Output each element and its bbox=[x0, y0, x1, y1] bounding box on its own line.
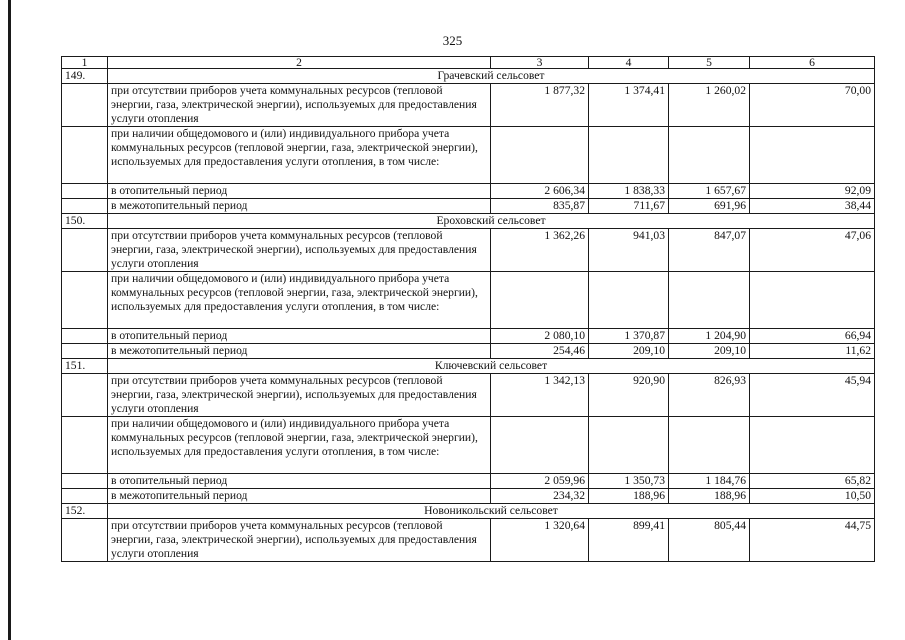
value-cell-c6 bbox=[750, 417, 875, 474]
column-header-4: 4 bbox=[589, 57, 669, 69]
table-row bbox=[62, 489, 875, 504]
value-cell-c4: 941,03 bbox=[589, 229, 669, 272]
table-row bbox=[62, 344, 875, 359]
value-cell-c4: 1 838,33 bbox=[589, 184, 669, 199]
table-body bbox=[62, 57, 875, 562]
row-description: в межотопительный период bbox=[108, 199, 491, 214]
value-cell-c6: 11,62 bbox=[750, 344, 875, 359]
value-cell-c4: 920,90 bbox=[589, 374, 669, 417]
row-index-cell bbox=[62, 417, 108, 474]
table-row bbox=[62, 199, 875, 214]
row-index-cell bbox=[62, 272, 108, 329]
value-cell-c5: 209,10 bbox=[669, 344, 750, 359]
value-cell-c3: 2 080,10 bbox=[491, 329, 589, 344]
value-cell-c5: 1 657,67 bbox=[669, 184, 750, 199]
row-description: при наличии общедомового и (или) индивидуального прибора учета коммунальных ресурсов (тепловой энергии, газа, электрической энергии), используемых для предоставления услуги отопления, в том числе: bbox=[108, 417, 491, 474]
section-name: Ероховский сельсовет bbox=[108, 214, 875, 229]
section-name: Ключевский сельсовет bbox=[108, 359, 875, 374]
value-cell-c3 bbox=[491, 272, 589, 329]
value-cell-c6: 38,44 bbox=[750, 199, 875, 214]
row-description: при отсутствии приборов учета коммунальных ресурсов (тепловой энергии, газа, электрической энергии), используемых для предоставления услуги отопления bbox=[108, 84, 491, 127]
table-row bbox=[62, 329, 875, 344]
page-number: 325 bbox=[442, 33, 463, 48]
value-cell-c4 bbox=[589, 272, 669, 329]
row-index-cell bbox=[62, 489, 108, 504]
value-cell-c3: 234,32 bbox=[491, 489, 589, 504]
value-cell-c3: 1 877,32 bbox=[491, 84, 589, 127]
row-index-cell bbox=[62, 329, 108, 344]
value-cell-c4: 1 350,73 bbox=[589, 474, 669, 489]
column-number-row bbox=[62, 57, 875, 69]
table-row bbox=[62, 184, 875, 199]
row-index-cell bbox=[62, 474, 108, 489]
row-description: в отопительный период bbox=[108, 474, 491, 489]
section-number: 149. bbox=[62, 69, 108, 84]
value-cell-c6: 45,94 bbox=[750, 374, 875, 417]
value-cell-c3: 1 342,13 bbox=[491, 374, 589, 417]
value-cell-c6: 66,94 bbox=[750, 329, 875, 344]
section-header-row bbox=[62, 359, 875, 374]
value-cell-c5: 826,93 bbox=[669, 374, 750, 417]
column-header-6: 6 bbox=[750, 57, 875, 69]
section-name: Новоникольский сельсовет bbox=[108, 504, 875, 519]
value-cell-c5 bbox=[669, 417, 750, 474]
row-description: при наличии общедомового и (или) индивидуального прибора учета коммунальных ресурсов (тепловой энергии, газа, электрической энергии), используемых для предоставления услуги отопления, в том числе: bbox=[108, 127, 491, 184]
section-number: 152. bbox=[62, 504, 108, 519]
section-name: Грачевский сельсовет bbox=[108, 69, 875, 84]
column-header-5: 5 bbox=[669, 57, 750, 69]
column-header-2: 2 bbox=[108, 57, 491, 69]
row-index-cell bbox=[62, 374, 108, 417]
row-description: при отсутствии приборов учета коммунальных ресурсов (тепловой энергии, газа, электрической энергии), используемых для предоставления услуги отопления bbox=[108, 374, 491, 417]
row-index-cell bbox=[62, 519, 108, 562]
value-cell-c3: 1 362,26 bbox=[491, 229, 589, 272]
table-row bbox=[62, 417, 875, 474]
row-description: в отопительный период bbox=[108, 184, 491, 199]
row-index-cell bbox=[62, 199, 108, 214]
row-description: в отопительный период bbox=[108, 329, 491, 344]
row-index-cell bbox=[62, 344, 108, 359]
value-cell-c5 bbox=[669, 127, 750, 184]
table-row bbox=[62, 84, 875, 127]
table-row bbox=[62, 519, 875, 562]
row-description: в межотопительный период bbox=[108, 489, 491, 504]
value-cell-c3: 2 059,96 bbox=[491, 474, 589, 489]
value-cell-c3 bbox=[491, 127, 589, 184]
value-cell-c4: 711,67 bbox=[589, 199, 669, 214]
table-row bbox=[62, 374, 875, 417]
value-cell-c5: 1 260,02 bbox=[669, 84, 750, 127]
value-cell-c5: 847,07 bbox=[669, 229, 750, 272]
value-cell-c5: 805,44 bbox=[669, 519, 750, 562]
row-index-cell bbox=[62, 84, 108, 127]
section-number: 151. bbox=[62, 359, 108, 374]
value-cell-c5: 1 204,90 bbox=[669, 329, 750, 344]
scan-edge-line bbox=[8, 0, 11, 640]
value-cell-c5: 691,96 bbox=[669, 199, 750, 214]
value-cell-c5 bbox=[669, 272, 750, 329]
value-cell-c6: 10,50 bbox=[750, 489, 875, 504]
value-cell-c6: 44,75 bbox=[750, 519, 875, 562]
section-number: 150. bbox=[62, 214, 108, 229]
value-cell-c4: 188,96 bbox=[589, 489, 669, 504]
value-cell-c6: 92,09 bbox=[750, 184, 875, 199]
row-description: при наличии общедомового и (или) индивидуального прибора учета коммунальных ресурсов (тепловой энергии, газа, электрической энергии), используемых для предоставления услуги отопления, в том числе: bbox=[108, 272, 491, 329]
value-cell-c3: 835,87 bbox=[491, 199, 589, 214]
table-row bbox=[62, 229, 875, 272]
value-cell-c6 bbox=[750, 272, 875, 329]
value-cell-c4: 209,10 bbox=[589, 344, 669, 359]
row-index-cell bbox=[62, 127, 108, 184]
value-cell-c6: 47,06 bbox=[750, 229, 875, 272]
row-index-cell bbox=[62, 184, 108, 199]
row-description: при отсутствии приборов учета коммунальных ресурсов (тепловой энергии, газа, электрической энергии), используемых для предоставления услуги отопления bbox=[108, 229, 491, 272]
value-cell-c6: 65,82 bbox=[750, 474, 875, 489]
value-cell-c4: 1 374,41 bbox=[589, 84, 669, 127]
value-cell-c6 bbox=[750, 127, 875, 184]
column-header-1: 1 bbox=[62, 57, 108, 69]
table-row bbox=[62, 474, 875, 489]
value-cell-c3: 1 320,64 bbox=[491, 519, 589, 562]
row-description: при отсутствии приборов учета коммунальных ресурсов (тепловой энергии, газа, электрической энергии), используемых для предоставления услуги отопления bbox=[108, 519, 491, 562]
row-index-cell bbox=[62, 229, 108, 272]
table-row bbox=[62, 127, 875, 184]
tariff-table bbox=[61, 56, 875, 562]
column-header-3: 3 bbox=[491, 57, 589, 69]
table-row bbox=[62, 272, 875, 329]
section-header-row bbox=[62, 69, 875, 84]
row-description: в межотопительный период bbox=[108, 344, 491, 359]
value-cell-c5: 1 184,76 bbox=[669, 474, 750, 489]
value-cell-c3 bbox=[491, 417, 589, 474]
section-header-row bbox=[62, 504, 875, 519]
value-cell-c4 bbox=[589, 127, 669, 184]
value-cell-c6: 70,00 bbox=[750, 84, 875, 127]
value-cell-c3: 2 606,34 bbox=[491, 184, 589, 199]
section-header-row bbox=[62, 214, 875, 229]
value-cell-c4: 1 370,87 bbox=[589, 329, 669, 344]
value-cell-c4 bbox=[589, 417, 669, 474]
value-cell-c3: 254,46 bbox=[491, 344, 589, 359]
value-cell-c5: 188,96 bbox=[669, 489, 750, 504]
value-cell-c4: 899,41 bbox=[589, 519, 669, 562]
